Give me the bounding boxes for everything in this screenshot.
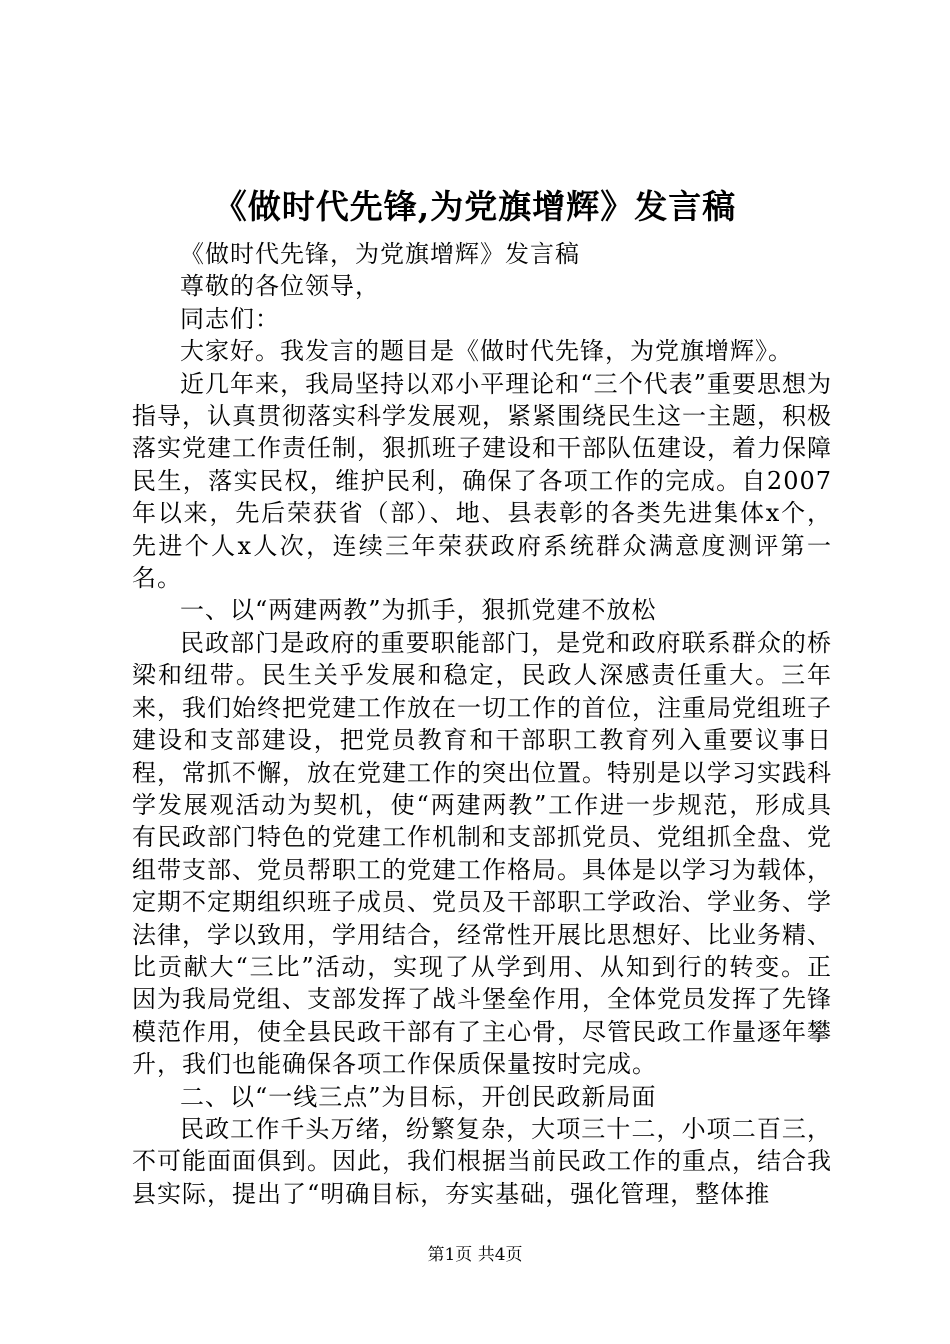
body-paragraph: 同志们： — [180, 304, 280, 333]
page-footer: 第1页 共4页 — [427, 1245, 523, 1265]
body-paragraph: 民政工作千头万绪，纷繁复杂，大项三十二，小项二百三，不可能面面俱到。因此，我们根据当前民政工作的重点，结合我县实际，提出了“明确目标，夯实基础，强化管理，整体推 — [132, 1114, 832, 1208]
section-heading: 一、以“两建两教”为抓手，狠抓党建不放松 — [180, 596, 657, 625]
document-body — [132, 238, 832, 1210]
body-paragraph: 《做时代先锋，为党旗增辉》发言稿 — [180, 240, 580, 268]
body-paragraph: 近几年来，我局坚持以邓小平理论和“三个代表”重要思想为指导，认真贯彻落实科学发展观，紧紧围绕民生这一主题，积极落实党建工作责任制，狠抓班子建设和干部队伍建设，着力保障民生，落实民权，维护民利，确保了各项工作的完成。自2007年以来，先后荣获省（部）、地、县表彰的各类先进集体x个，先进个人x人次，连续三年荣获政府系统群众满意度测评第一名。 — [132, 369, 832, 593]
body-paragraph: 尊敬的各位领导， — [180, 272, 380, 301]
document-title: 《做时代先锋,为党旗增辉》发言稿 — [213, 187, 737, 226]
body-paragraph: 大家好。我发言的题目是《做时代先锋，为党旗增辉》。 — [180, 337, 793, 366]
section-heading: 二、以“一线三点”为目标，开创民政新局面 — [180, 1082, 657, 1111]
body-paragraph: 民政部门是政府的重要职能部门，是党和政府联系群众的桥梁和纽带。民生关乎发展和稳定，民政人深感责任重大。三年来，我们始终把党建工作放在一切工作的首位，注重局党组班子建设和支部建设，把党员教育和干部职工教育列入重要议事日程，常抓不懈，放在党建工作的突出位置。特别是以学习实践科学发展观活动为契机，使“两建两教”工作进一步规范，形成具有民政部门特色的党建工作机制和支部抓党员、党组抓全盘、党组带支部、党员帮职工的党建工作格局。具体是以学习为载体，定期不定期组织班子成员、党员及干部职工学政治、学业务、学法律，学以致用，学用结合，经常性开展比思想好、比业务精、比贡献大“三比”活动，实现了从学到用、从知到行的转变。正因为我局党组、支部发挥了战斗堡垒作用，全体党员发挥了先锋模范作用，使全县民政干部有了主心骨，尽管民政工作量逐年攀升，我们也能确保各项工作保质保量按时完成。 — [132, 628, 832, 1079]
